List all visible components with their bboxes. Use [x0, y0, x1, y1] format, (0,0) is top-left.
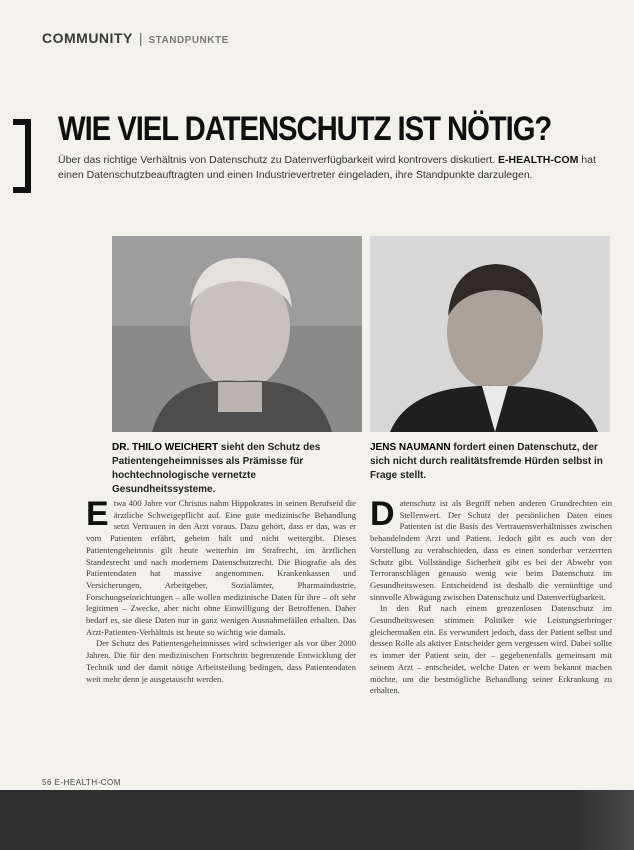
section-label: COMMUNITY	[42, 30, 133, 46]
section-header	[42, 30, 229, 50]
article-title: WIE VIEL DATENSCHUTZ IST NÖTIG?	[58, 110, 552, 148]
page-number: 56 E-HEALTH-COM	[42, 778, 121, 787]
caption-name: JENS NAUMANN	[370, 442, 451, 453]
portrait-photo-weichert	[112, 236, 362, 432]
body-paragraph: Der Schutz des Patientengeheimnisses wird schwieriger als vor über 2000 Jahren. Die für den medizinischen Fortschritt begrenzende Entwicklung der Technik und der damit nötige Arbeitsteilung bedingen, dass Patientendaten weit mehr denn je ausgetauscht werden.	[86, 638, 356, 684]
body-text: atenschutz ist als Begriff neben anderen Grundrechten ein Stellenwert. Der Schutz der persönlichen Daten eines Patienten ist die Basis des Vertrauensverhältnisses zwischen behandelndem Arzt und Patient. Jedoch gibt es auch von der Vorstellung zu verabschieden, dass es einen sonderbar verzerrten Schutz gibt. Vollständige Sicherheit gibt es bei der Abwehr von Terroranschlägen genauso wenig wie beim Datenschutz im Gesundheitswesen. Entscheidend ist deshalb die vernünftige und sinnvolle Abwägung zwischen Datenschutz und Datenverfügbarkeit.	[370, 498, 612, 602]
drop-cap: E	[86, 495, 109, 533]
drop-cap: D	[370, 495, 395, 533]
section-separator: |	[138, 30, 143, 46]
body-paragraph	[86, 495, 356, 638]
caption-text: fordert einen Datenschutz, der sich nicht durch realitätsfremde Hürden selbst in Frage stellt.	[370, 442, 603, 481]
body-column-right	[370, 495, 612, 697]
caption-name: DR. THILO WEICHERT	[112, 442, 219, 453]
portrait-weichert-image	[112, 236, 362, 432]
bracket-mark	[13, 119, 31, 193]
article-intro	[58, 153, 618, 183]
body-column-left	[86, 495, 356, 685]
caption-text: sieht den Schutz des Patientengeheimnisses als Prämisse für hochtechnologische vernetzte Gesundheitssysteme.	[112, 442, 321, 495]
portrait-photo-naumann	[370, 236, 610, 432]
caption-weichert	[112, 441, 352, 497]
footer-edge-shade	[574, 790, 634, 850]
intro-text-2: hat einen Datenschutzbeauftragten und einen Industrievertreter eingeladen, ihre Standpunkte darzulegen.	[58, 154, 596, 181]
footer-band	[0, 790, 634, 850]
subsection-label: STANDPUNKTE	[148, 35, 229, 46]
body-text: twa 400 Jahre vor Christus nahm Hippokrates in seinen Berufseid die ärztliche Schweigepflicht auf. Eine gute medizinische Behandlung setzt Vertrauen in den Arzt voraus. Dazu gehört, dass er das, was er vom Patienten erfährt, geheim hält und nicht weitergibt. Dieses Patientengeheimnis gilt heute weiterhin im Strafrecht, im ärztlichen Standesrecht und nach modernem Datenschutzrecht. Die Biografie als des Patientendaten hat massive angenommen. Krankenkassen und Versicherungen, Arbeitgeber, Sozialämter, Pharmaindustrie, Forschungseinrichtungen – alle wollen medizinische Daten für ihre – oft sehr legitimen – Zwecke, aber nicht ohne Einwilligung der Betroffenen. Daher bedarf es, sie diese Daten nur in ganz wenigen Ausnahmefällen erhalten. Das Arzt-Patienten-Verhältnis ist heute so wichtig wie damals.	[86, 498, 356, 637]
caption-naumann	[370, 441, 610, 483]
body-paragraph	[370, 495, 612, 603]
intro-brand: E-HEALTH-COM	[498, 154, 579, 166]
body-paragraph: In den Ruf nach einem grenzenlosen Datenschutz im Gesundheitswesen stimmen Politiker wie Leistungserbringer gleichermaßen ein. Es verwundert jedoch, dass der Patient selbst und dessen Rolle als aktiver Entscheider gern vergessen wird. Dabei sollte es immer der Patient sein, der – gegebenenfalls gemeinsam mit seinem Arzt – entscheidet, welche Daten er wem bekannt machen möchte, um die bestmögliche Behandlung seiner Erkrankung zu erhalten.	[370, 603, 612, 696]
intro-text: Über das richtige Verhältnis von Datenschutz zu Datenverfügbarkeit wird kontrovers diskutiert.	[58, 154, 496, 166]
portrait-naumann-image	[370, 236, 610, 432]
